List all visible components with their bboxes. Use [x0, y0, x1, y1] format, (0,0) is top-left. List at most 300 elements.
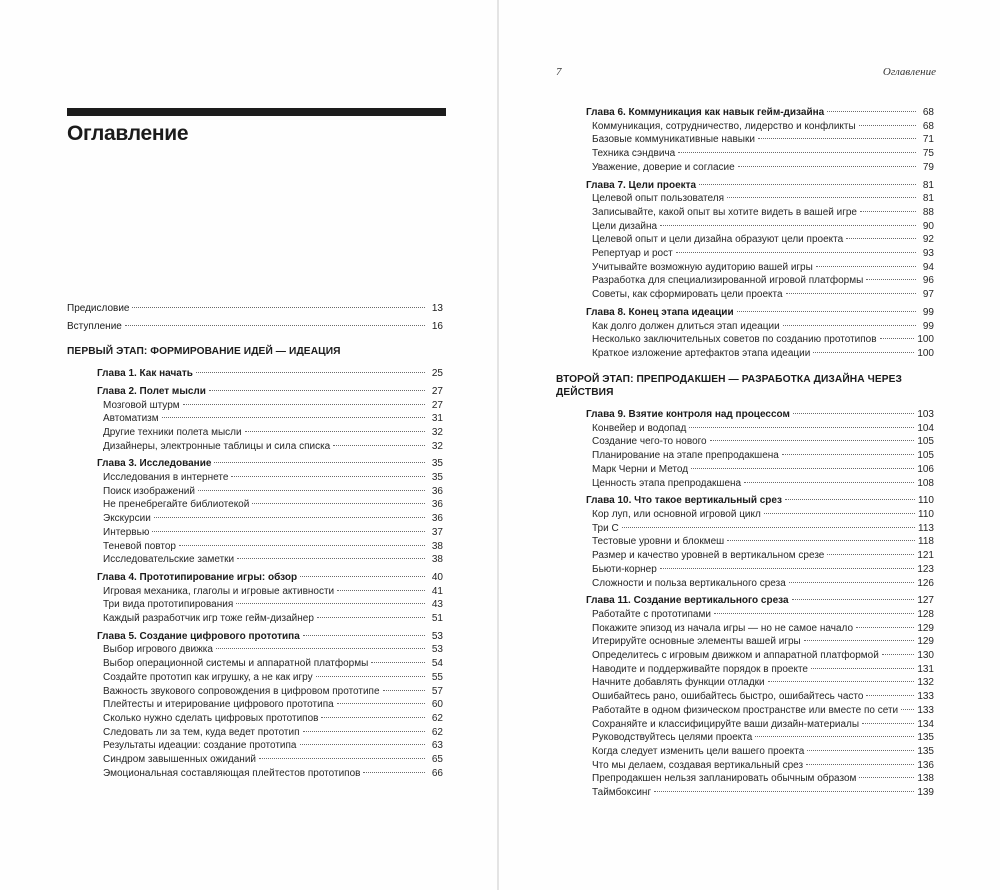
dot-leader [827, 111, 916, 112]
toc-entry-title: Следовать ли за тем, куда ведет прототип [103, 726, 300, 738]
toc-page-number: 66 [431, 767, 443, 779]
dot-leader [783, 325, 916, 326]
toc-page-number: 65 [431, 754, 443, 766]
chapter-block [556, 494, 934, 590]
toc-page-number: 103 [917, 409, 934, 421]
toc-entry-section[interactable] [103, 526, 443, 540]
dot-leader [125, 325, 425, 326]
chapter-block [67, 367, 443, 381]
toc-page-number: 135 [917, 732, 934, 744]
toc-page-number: 104 [917, 422, 934, 434]
dot-leader [727, 197, 916, 198]
toc-entry-chapter[interactable] [586, 306, 934, 320]
dot-leader [198, 490, 425, 491]
toc-entry-title: Теневой повтор [103, 540, 176, 552]
toc-entry-section[interactable] [103, 739, 443, 753]
toc-entry-section[interactable] [103, 698, 443, 712]
dot-leader [154, 517, 425, 518]
toc-entry-section[interactable] [592, 147, 934, 161]
toc-entry-section[interactable] [103, 399, 443, 413]
dot-leader [654, 791, 914, 792]
toc-entry-section[interactable] [103, 412, 443, 426]
toc-page-number: 68 [922, 120, 934, 132]
toc-entry-section[interactable] [592, 220, 934, 234]
toc-entry-title: Ценность этапа препродакшена [592, 477, 742, 489]
dot-leader [300, 576, 425, 577]
dot-leader [300, 744, 426, 745]
toc-entry-title: Каждый разработчик игр тоже гейм-дизайнер [103, 613, 314, 625]
dot-leader [214, 462, 425, 463]
toc-page-number: 118 [918, 536, 934, 548]
toc-entry-chapter[interactable] [586, 106, 934, 120]
dot-leader [866, 279, 916, 280]
toc-page-number: 138 [917, 773, 934, 785]
dot-leader [259, 758, 425, 759]
toc-entry-title: Три С [592, 522, 619, 534]
toc-entry-title: Бьюти-корнер [592, 563, 657, 575]
toc-entry-title: Планирование на этапе препродакшена [592, 450, 779, 462]
toc-page-number: 16 [431, 320, 443, 332]
toc-page-number: 139 [917, 787, 934, 799]
toc-page-number: 134 [917, 718, 934, 730]
toc-entry-title: Целевой опыт пользователя [592, 193, 724, 205]
toc-page-number: 62 [431, 712, 443, 724]
dot-leader [859, 777, 914, 778]
toc-entry-section[interactable] [103, 540, 443, 554]
toc-entry-section[interactable] [592, 192, 934, 206]
toc-entry-section[interactable] [592, 435, 934, 449]
toc-entry-section[interactable] [103, 471, 443, 485]
dot-leader [816, 266, 916, 267]
toc-page-number: 106 [917, 463, 934, 475]
toc-page-number: 63 [431, 740, 443, 752]
toc-entry-title: Глава 9. Взятие контроля над процессом [586, 409, 790, 421]
toc-page-number: 126 [917, 577, 934, 589]
toc-entry-title: Предисловие [67, 303, 130, 314]
toc-entry-section[interactable] [592, 772, 934, 786]
toc-entry-section[interactable] [592, 549, 934, 563]
toc-right-column [556, 106, 934, 800]
dot-leader [660, 568, 915, 569]
toc-entry-section[interactable] [103, 585, 443, 599]
toc-page-number: 81 [922, 179, 934, 191]
toc-entry-chapter[interactable] [97, 457, 443, 471]
toc-page-number: 90 [922, 220, 934, 232]
toc-page-number: 133 [917, 691, 934, 703]
toc-entry-section[interactable] [592, 663, 934, 677]
dot-leader [245, 431, 425, 432]
toc-page-number: 123 [917, 563, 934, 575]
toc-page-number: 133 [917, 704, 934, 716]
toc-page-number: 94 [922, 261, 934, 273]
toc-entry-front-matter[interactable] [67, 320, 443, 334]
toc-entry-section[interactable] [592, 622, 934, 636]
dot-leader [689, 427, 914, 428]
toc-page-number: 53 [431, 644, 443, 656]
toc-entry-title: Эмоциональная составляющая плейтестов прототипов [103, 767, 361, 779]
toc-entry-section[interactable] [103, 685, 443, 699]
toc-page-number: 27 [431, 385, 443, 397]
toc-entry-title: Глава 11. Создание вертикального среза [586, 595, 789, 607]
toc-page-number: 100 [917, 347, 934, 359]
toc-entry-section[interactable] [592, 247, 934, 261]
toc-page-number: 51 [431, 613, 443, 625]
toc-page-number: 31 [431, 413, 443, 425]
dot-leader [196, 372, 425, 373]
chapter-block [67, 385, 443, 454]
toc-entry-title: Целевой опыт и цели дизайна образуют цели проекта [592, 234, 844, 246]
toc-page-number: 37 [431, 526, 443, 538]
toc-page-number: 130 [917, 650, 934, 662]
toc-entry-section[interactable] [592, 690, 934, 704]
toc-page-number: 113 [918, 522, 934, 534]
toc-entry-title: Плейтесты и итерирование цифрового прототипа [103, 699, 334, 711]
toc-entry-title: Экскурсии [103, 513, 151, 525]
toc-entry-title: Синдром завышенных ожиданий [103, 754, 256, 766]
toc-page-number: 127 [917, 595, 934, 607]
toc-page-number: 129 [917, 636, 934, 648]
dot-leader [856, 627, 914, 628]
toc-entry-title: Разработка для специализированной игровой платформы [592, 275, 864, 287]
toc-page-number: 35 [431, 458, 443, 470]
toc-entry-section[interactable] [103, 726, 443, 740]
toc-entry-title: Сохраняйте и классифицируйте ваши дизайн-материалы [592, 718, 860, 730]
toc-entry-title: Глава 6. Коммуникация как навык гейм-дизайна [586, 107, 825, 118]
toc-page-number: 38 [431, 554, 443, 566]
toc-entry-section[interactable] [592, 577, 934, 591]
toc-page-number: 135 [917, 745, 934, 757]
dot-leader [738, 166, 916, 167]
dot-leader [231, 476, 425, 477]
toc-page-number: 92 [922, 234, 934, 246]
toc-page-number: 105 [917, 450, 934, 462]
toc-entry-section[interactable] [103, 712, 443, 726]
dot-leader [901, 709, 914, 710]
stage-heading: ВТОРОЙ ЭТАП: ПРЕПРОДАКШЕН — РАЗРАБОТКА ДИЗАЙНА ЧЕРЕЗ ДЕЙСТВИЯ [556, 373, 903, 399]
toc-entry-title: Техника сэндвича [592, 148, 676, 160]
toc-entry-title: Тестовые уровни и блокмеш [592, 536, 725, 548]
toc-page-number: 54 [431, 658, 443, 670]
dot-leader [793, 413, 914, 414]
toc-page-number: 71 [922, 134, 934, 146]
dot-leader [691, 468, 914, 469]
dot-leader [363, 772, 425, 773]
dot-leader [792, 599, 915, 600]
toc-entry-title: Выбор операционной системы и аппаратной платформы [103, 658, 369, 670]
toc-entry-section[interactable] [103, 612, 443, 626]
toc-entry-section[interactable] [592, 288, 934, 302]
toc-page-number: 32 [431, 440, 443, 452]
toc-entry-title: Определитесь с игровым движком и аппаратной платформой [592, 650, 879, 662]
dot-leader [317, 617, 425, 618]
toc-entry-section[interactable] [592, 563, 934, 577]
dot-leader [321, 717, 425, 718]
toc-entry-title: Три вида прототипирования [103, 599, 234, 611]
toc-entry-section[interactable] [592, 786, 934, 800]
toc-page-number: 110 [918, 495, 934, 507]
toc-entry-title: Интервью [103, 526, 150, 538]
toc-page-number: 131 [917, 663, 934, 675]
toc-entry-title: Наводите и поддерживайте порядок в проекте [592, 663, 808, 675]
toc-entry-title: Глава 5. Создание цифрового прототипа [97, 630, 300, 642]
toc-entry-title: Сколько нужно сделать цифровых прототипов [103, 712, 319, 724]
toc-page-number: 62 [431, 726, 443, 738]
toc-entry-title: Глава 10. Что такое вертикальный срез [586, 495, 782, 507]
toc-entry-section[interactable] [592, 522, 934, 536]
toc-page-number: 41 [431, 585, 443, 597]
chapter-block [67, 571, 443, 626]
toc-entry-section[interactable] [592, 161, 934, 175]
dot-leader [303, 635, 425, 636]
dot-leader [785, 499, 915, 500]
toc-entry-section[interactable] [592, 333, 934, 347]
dot-leader [337, 703, 425, 704]
toc-entry-title: Цели дизайна [592, 220, 658, 232]
toc-page-number: 40 [431, 571, 443, 583]
toc-entry-section[interactable] [103, 485, 443, 499]
toc-entry-section[interactable] [592, 261, 934, 275]
toc-entry-section[interactable] [103, 440, 443, 454]
dot-leader [252, 503, 425, 504]
toc-entry-section[interactable] [592, 120, 934, 134]
dot-leader [862, 723, 914, 724]
dot-leader [237, 558, 425, 559]
toc-page-number: 35 [431, 472, 443, 484]
toc-entry-title: Исследования в интернете [103, 472, 229, 484]
toc-entry-title: Конвейер и водопад [592, 422, 687, 434]
toc-entry-title: Дизайнеры, электронные таблицы и сила списка [103, 440, 331, 452]
toc-entry-title: Таймбоксинг [592, 787, 652, 799]
toc-entry-title: Уважение, доверие и согласие [592, 161, 735, 173]
toc-entry-title: Препродакшен нельзя запланировать обычным образом [592, 773, 857, 785]
dot-leader [678, 152, 916, 153]
toc-page-number: 53 [431, 630, 443, 642]
toc-entry-chapter[interactable] [97, 630, 443, 644]
page-number: 7 [556, 66, 562, 78]
toc-page-number: 121 [917, 550, 934, 562]
chapter-block [556, 408, 934, 490]
toc-page-number: 32 [431, 426, 443, 438]
toc-entry-section[interactable] [592, 274, 934, 288]
toc-entry-title: Игровая механика, глаголы и игровые активности [103, 585, 335, 597]
toc-page-number: 38 [431, 540, 443, 552]
chapter-block [67, 457, 443, 567]
toc-left-column [67, 302, 443, 781]
dot-leader [764, 513, 915, 514]
toc-entry-section[interactable] [592, 477, 934, 491]
dot-leader [710, 440, 915, 441]
dot-leader [371, 662, 425, 663]
toc-page-number: 13 [431, 303, 443, 314]
toc-entry-section[interactable] [592, 206, 934, 220]
dot-leader [179, 545, 425, 546]
dot-leader [786, 293, 916, 294]
toc-entry-title: Как долго должен длиться этап идеации [592, 320, 780, 332]
toc-entry-section[interactable] [103, 498, 443, 512]
toc-entry-section[interactable] [592, 320, 934, 334]
toc-page-number: 128 [917, 608, 934, 620]
toc-page-number: 93 [922, 248, 934, 260]
toc-page-number: 100 [917, 334, 934, 346]
dot-leader [755, 736, 914, 737]
dot-leader [811, 668, 914, 669]
toc-entry-section[interactable] [592, 508, 934, 522]
toc-entry-title: Создайте прототип как игрушку, а не как игру [103, 671, 313, 683]
toc-entry-section[interactable] [592, 608, 934, 622]
dot-leader [337, 590, 425, 591]
toc-page-number: 136 [917, 759, 934, 771]
dot-leader [316, 676, 425, 677]
toc-entry-section[interactable] [592, 463, 934, 477]
toc-entry-section[interactable] [592, 759, 934, 773]
toc-entry-title: Краткое изложение артефактов этапа идеации [592, 347, 811, 359]
toc-entry-title: Советы, как сформировать цели проекта [592, 289, 783, 301]
toc-entry-title: Ошибайтесь рано, ошибайтесь быстро, ошибайтесь часто [592, 691, 864, 703]
dot-leader [782, 454, 914, 455]
dot-leader [209, 390, 425, 391]
dot-leader [236, 603, 425, 604]
toc-entry-section[interactable] [103, 426, 443, 440]
toc-entry-title: Размер и качество уровней в вертикальном срезе [592, 550, 825, 562]
dot-leader [846, 238, 916, 239]
toc-entry-title: Глава 2. Полет мысли [97, 385, 206, 397]
toc-entry-section[interactable] [103, 753, 443, 767]
toc-entry-section[interactable] [592, 347, 934, 361]
toc-entry-title: Глава 1. Как начать [97, 368, 193, 380]
toc-entry-title: Вступление [67, 320, 122, 332]
chapter-block [556, 594, 934, 800]
toc-page-number: 60 [431, 699, 443, 711]
dot-leader [859, 125, 916, 126]
toc-entry-section[interactable] [592, 233, 934, 247]
toc-entry-section[interactable] [103, 657, 443, 671]
chapter-block [556, 179, 934, 302]
toc-entry-title: Несколько заключительных советов по созданию прототипов [592, 334, 877, 346]
toc-entry-title: Результаты идеации: создание прототипа [103, 740, 297, 752]
dot-leader [827, 554, 914, 555]
toc-entry-section[interactable] [592, 535, 934, 549]
toc-entry-section[interactable] [592, 704, 934, 718]
toc-entry-title: Коммуникация, сотрудничество, лидерство и конфликты [592, 120, 856, 132]
dot-leader [860, 211, 916, 212]
toc-entry-chapter[interactable] [586, 179, 934, 193]
toc-page-number: 79 [922, 161, 934, 173]
toc-entry-title: Покажите эпизод из начала игры — но не самое начало [592, 622, 854, 634]
toc-entry-title: Выбор игрового движка [103, 644, 213, 656]
toc-page-number: 99 [922, 306, 934, 318]
dot-leader [383, 690, 425, 691]
chapter-block [556, 306, 934, 361]
toc-entry-title: Глава 8. Конец этапа идеации [586, 306, 734, 318]
toc-entry-section[interactable] [103, 767, 443, 781]
toc-entry-section[interactable] [592, 676, 934, 690]
toc-entry-title: Учитывайте возможную аудиторию вашей игры [592, 261, 813, 273]
toc-entry-title: Марк Черни и Метод [592, 463, 689, 475]
toc-entry-section[interactable] [592, 422, 934, 436]
toc-page-number: 110 [918, 508, 934, 520]
toc-entry-title: Кор луп, или основной игровой цикл [592, 508, 761, 520]
toc-entry-section[interactable] [592, 745, 934, 759]
toc-entry-chapter[interactable] [97, 571, 443, 585]
toc-entry-title: Автоматизм [103, 413, 159, 425]
toc-page-number: 27 [431, 399, 443, 411]
toc-entry-section[interactable] [103, 671, 443, 685]
chapter-block [556, 106, 934, 175]
stage-heading: ПЕРВЫЙ ЭТАП: ФОРМИРОВАНИЕ ИДЕЙ — ИДЕАЦИЯ [67, 346, 341, 358]
toc-entry-chapter[interactable] [586, 594, 934, 608]
toc-entry-title: Когда следует изменить цели вашего проекта [592, 745, 805, 757]
toc-page-number: 96 [922, 275, 934, 287]
chapter-block [67, 630, 443, 781]
dot-leader [162, 417, 425, 418]
toc-entry-title: Что мы делаем, создавая вертикальный срез [592, 759, 804, 771]
dot-leader [737, 311, 916, 312]
dot-leader [699, 184, 916, 185]
dot-leader [660, 225, 916, 226]
toc-page-number: 81 [922, 193, 934, 205]
toc-entry-section[interactable] [592, 718, 934, 732]
toc-entry-chapter[interactable] [586, 408, 934, 422]
dot-leader [333, 445, 425, 446]
toc-entry-title: Другие техники полета мысли [103, 426, 242, 438]
dot-leader [804, 640, 915, 641]
dot-leader [768, 681, 915, 682]
dot-leader [813, 352, 914, 353]
toc-entry-title: Глава 3. Исследование [97, 458, 212, 470]
toc-entry-title: Глава 4. Прототипирование игры: обзор [97, 571, 298, 583]
toc-entry-section[interactable] [592, 449, 934, 463]
toc-entry-chapter[interactable] [97, 385, 443, 399]
toc-entry-section[interactable] [103, 553, 443, 567]
toc-entry-section[interactable] [592, 635, 934, 649]
toc-entry-section[interactable] [103, 598, 443, 612]
toc-entry-section[interactable] [592, 731, 934, 745]
toc-entry-title: Поиск изображений [103, 485, 195, 497]
toc-page-number: 68 [922, 107, 934, 118]
toc-entry-chapter[interactable] [586, 494, 934, 508]
dot-leader [216, 648, 425, 649]
toc-page-number: 55 [431, 671, 443, 683]
toc-page-number: 57 [431, 685, 443, 697]
toc-page-number: 43 [431, 599, 443, 611]
dot-leader [744, 482, 914, 483]
toc-entry-title: Работайте в одном физическом пространстве или вместе по сети [592, 704, 899, 716]
toc-page-number: 132 [917, 677, 934, 689]
dot-leader [183, 404, 425, 405]
running-head-title: Оглавление [882, 66, 936, 78]
toc-entry-title: Итерируйте основные элементы вашей игры [592, 636, 801, 648]
toc-page-number: 25 [431, 368, 443, 380]
toc-entry-chapter[interactable] [97, 367, 443, 381]
dot-leader [758, 138, 916, 139]
toc-page-number: 129 [917, 622, 934, 634]
toc-entry-front-matter[interactable] [67, 302, 443, 316]
toc-title: Оглавление [67, 122, 189, 145]
toc-entry-title: Начните добавлять функции отладки [592, 677, 765, 689]
toc-entry-section[interactable] [592, 649, 934, 663]
dot-leader [866, 695, 914, 696]
toc-entry-section[interactable] [103, 512, 443, 526]
dot-leader [880, 338, 915, 339]
toc-entry-title: Базовые коммуникативные навыки [592, 134, 755, 146]
dot-leader [676, 252, 916, 253]
dot-leader [714, 613, 914, 614]
toc-entry-section[interactable] [103, 643, 443, 657]
toc-page-number: 36 [431, 485, 443, 497]
dot-leader [622, 527, 915, 528]
toc-page-number: 97 [922, 289, 934, 301]
toc-entry-section[interactable] [592, 133, 934, 147]
